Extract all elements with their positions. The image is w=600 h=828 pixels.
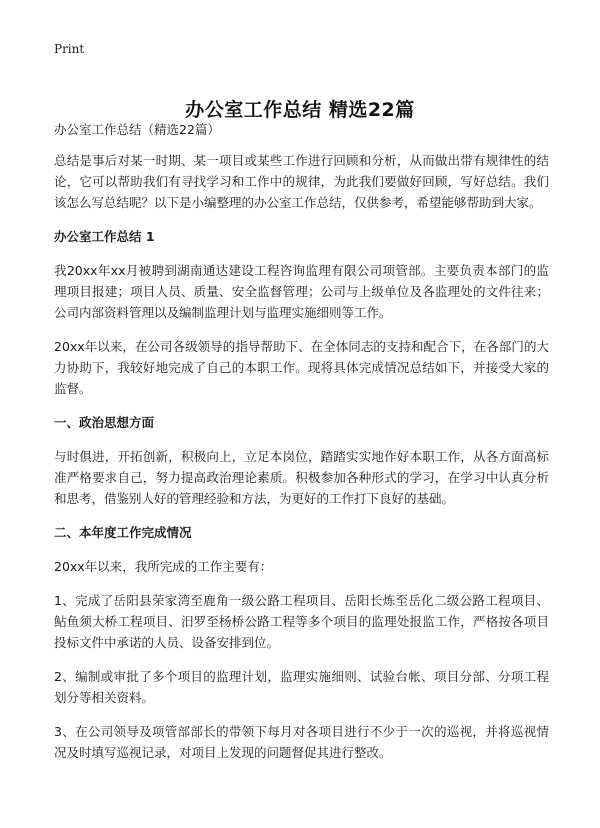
part2-heading: 二、本年度工作完成情况 — [54, 525, 192, 540]
section-heading: 办公室工作总结 1 — [54, 229, 155, 244]
paragraph: 20xx年以来，在公司各级领导的指导帮助下、在全体同志的支持和配合下，在各部门的大力协助下，我较好地完成了自己的本职工作。现将具体完成情况总结如下，并接受大家的监督。 — [54, 339, 549, 396]
part1-paragraph: 与时俱进，开拓创新，积极向上，立足本岗位，踏踏实实地作好本职工作，从各方面高标准严格要求自己，努力提高政治理论素质。积极参加各种形式的学习，在学习中认真分析和思考，借鉴别人好的管理经验和方法，为更好的工作打下良好的基础。 — [54, 449, 549, 506]
part2-intro: 20xx年以来，我所完成的工作主要有： — [54, 559, 273, 574]
page-title: 办公室工作总结 精选22篇 — [185, 98, 415, 121]
part1-heading: 一、政治思想方面 — [54, 415, 155, 430]
document-subtitle: 办公室工作总结（精选22篇） — [54, 122, 220, 137]
list-item: 3、在公司领导及项管部部长的带领下每月对各项目进行不少于一次的巡视，并将巡视情况及时填写巡视记录，对项目上发现的问题督促其进行整改。 — [54, 724, 549, 760]
list-item: 1、完成了岳阳县荣家湾至鹿角一级公路工程项目、岳阳长炼至岳化二级公路工程项目、鲇鱼须大桥工程项目、汨罗至杨桥公路工程等多个项目的监理处报监工作，严格按各项目投标文件中承诺的人员、设备安排到位。 — [54, 593, 549, 650]
paragraph: 我20xx年xx月被聘到湖南通达建设工程咨询监理有限公司项管部。主要负责本部门的监理项目报建；项目人员、质量、安全监督管理；公司与上级单位及各监理处的文件往来；公司内部资料管理以及编制监理计划与监理实施细则等工作。 — [54, 263, 549, 320]
print-link[interactable]: Print — [54, 42, 85, 56]
intro-paragraph: 总结是事后对某一时期、某一项目或某些工作进行回顾和分析，从而做出带有规律性的结论，它可以帮助我们有寻找学习和工作中的规律，为此我们要做好回顾，写好总结。我们该怎么写总结呢？以下是小编整理的办公室工作总结，仅供参考，希望能够帮助到大家。 — [54, 153, 549, 210]
document-body — [54, 119, 549, 776]
list-item: 2、编制或审批了多个项目的监理计划，监理实施细则、试验台帐、项目分部、分项工程划分等相关资料。 — [54, 669, 549, 705]
